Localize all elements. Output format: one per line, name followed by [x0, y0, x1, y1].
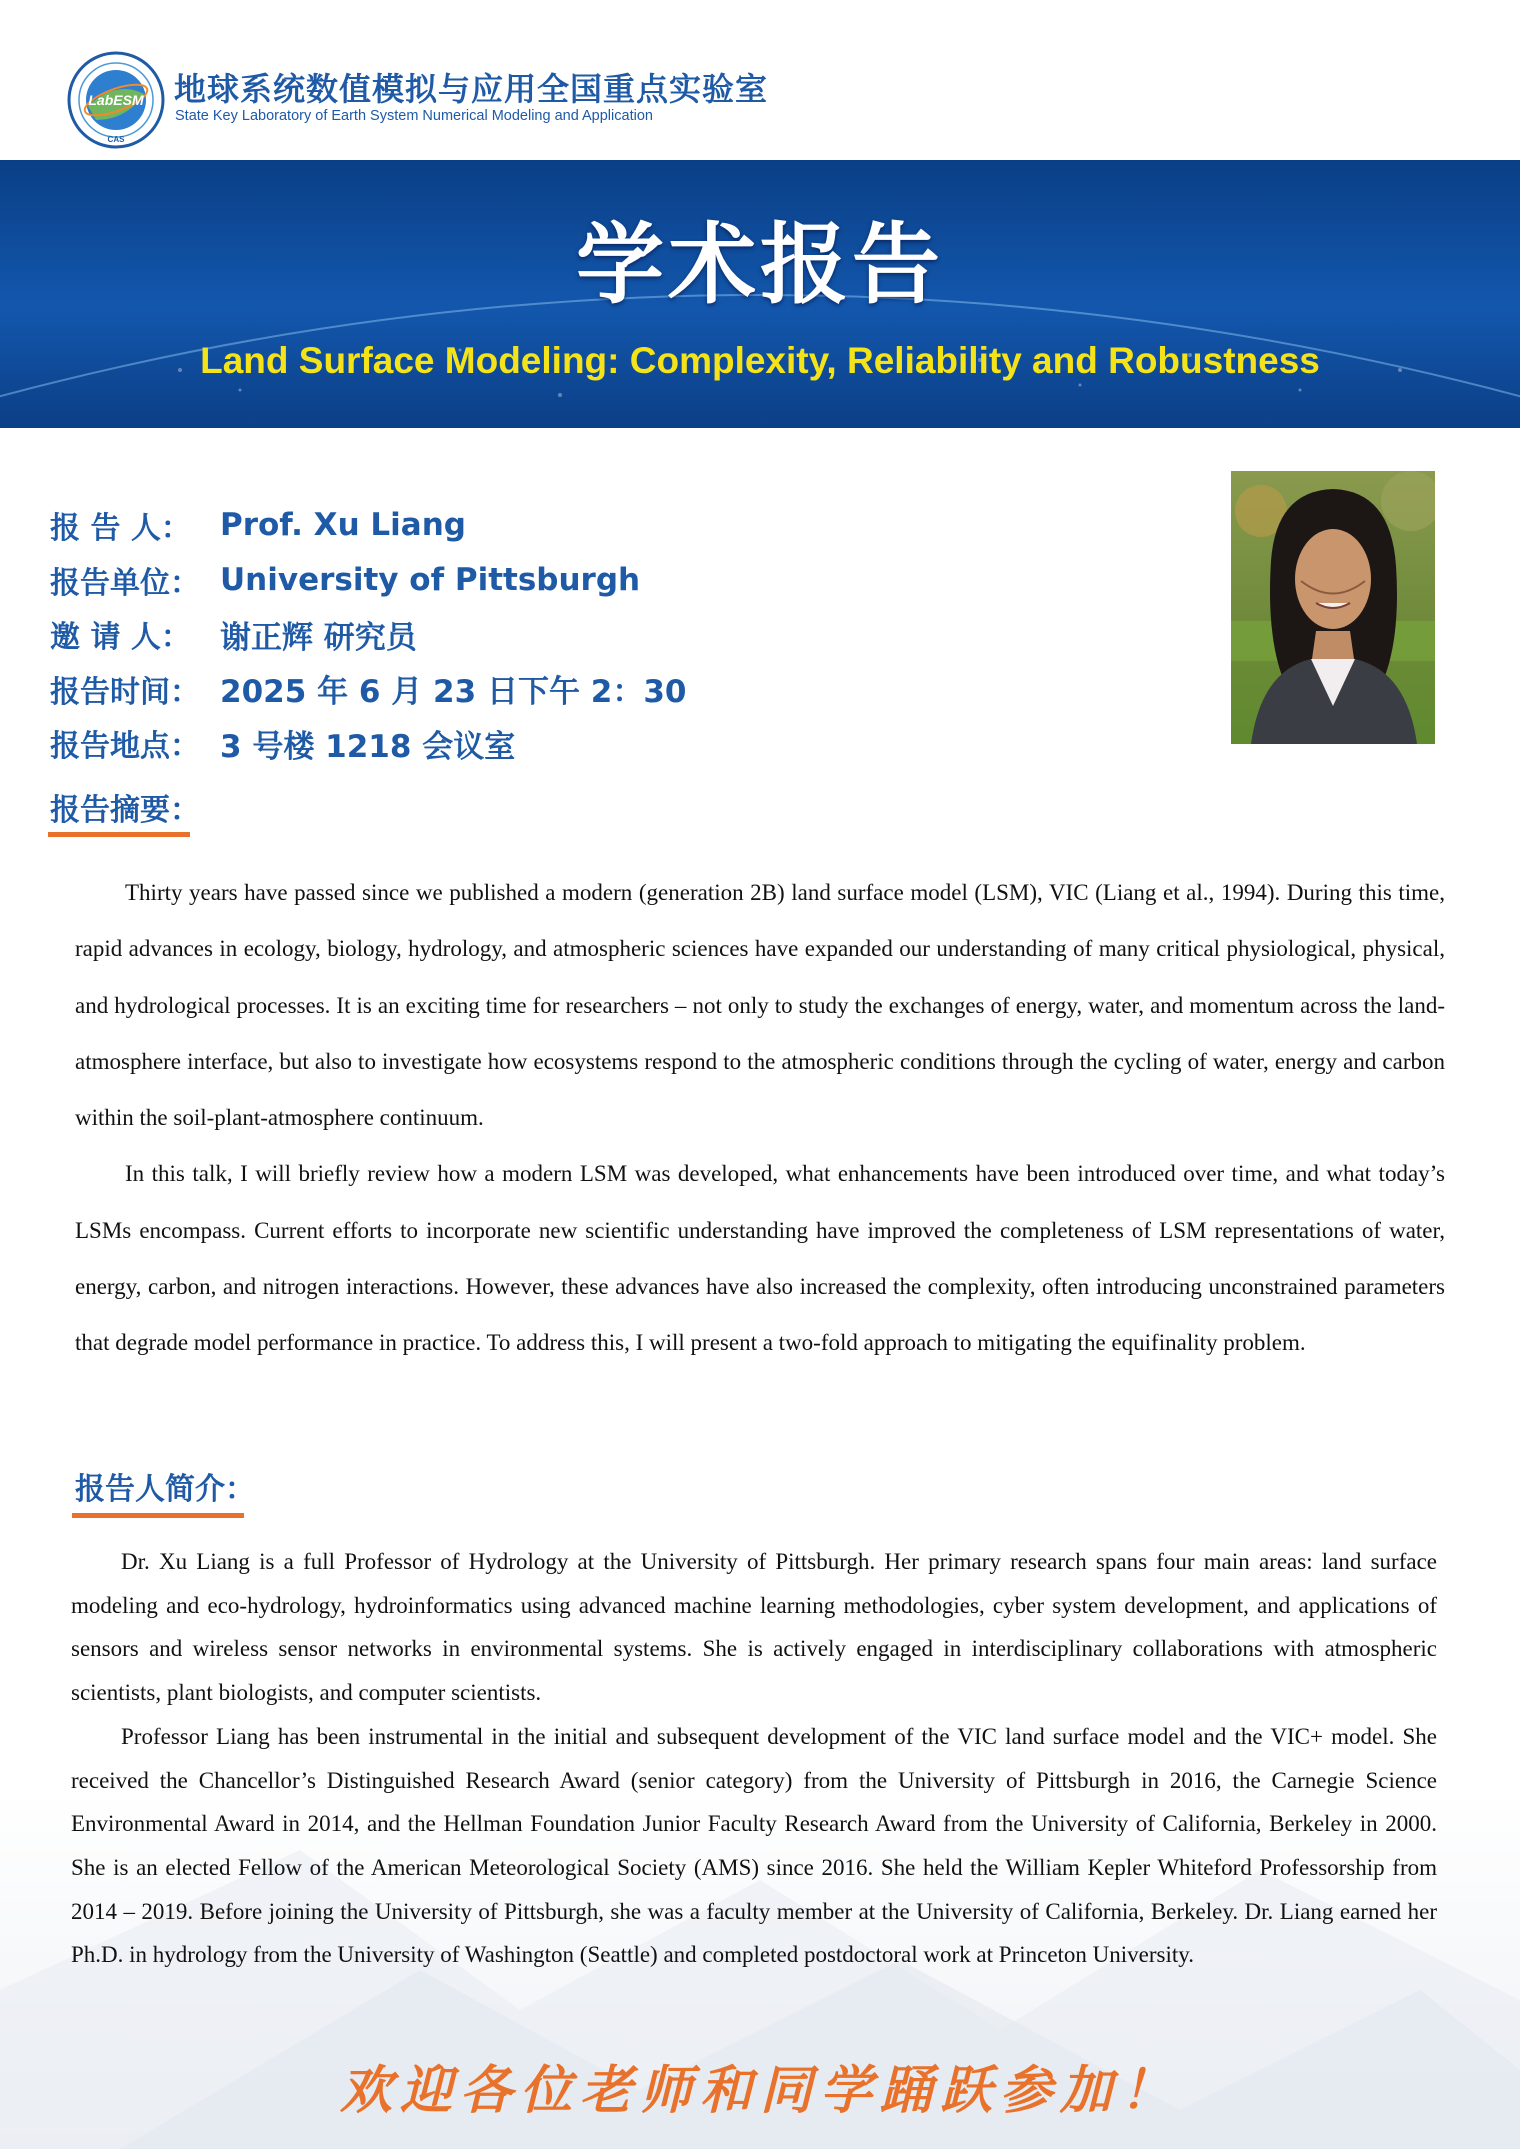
logo-text: LabESM [88, 92, 144, 108]
info-row-speaker [50, 498, 686, 553]
lab-name-cn: 地球系统数值模拟与应用全国重点实验室 [174, 70, 769, 108]
abstract-paragraph: Thirty years have passed since we published a modern (generation 2B) land surface model (LSM), VIC (Liang et al., 1994). During this time, rapid advances in ecology, biology, hydrology, and atmospheric sciences have expanded our understanding of many critical physiological, physical, and hydrological processes. It is an exciting time for researchers – not only to study the exchanges of energy, water, and momentum across the land-atmosphere interface, but also to investigate how ecosystems respond to the atmospheric conditions through the cycling of water, energy and carbon within the soil-plant-atmosphere continuum. [75, 880, 1445, 1131]
abstract-heading-underline [48, 832, 190, 837]
lab-logo-icon [66, 50, 166, 150]
abstract-heading: 报告摘要： [50, 793, 200, 828]
info-row-time [50, 662, 686, 717]
info-value: 3 号楼 1218 会议室 [220, 728, 516, 765]
banner-subtitle: Land Surface Modeling: Complexity, Reliability and Robustness [200, 340, 1320, 381]
bio-heading-underline [72, 1513, 244, 1518]
info-row-host [50, 607, 686, 662]
lab-name-en: State Key Laboratory of Earth System Numerical Modeling and Application [175, 108, 653, 124]
bio-paragraph: Dr. Xu Liang is a full Professor of Hydrology at the University of Pittsburgh. Her primary research spans four main areas: land surface modeling and eco-hydrology, hydroinformatics using advanced machine learning methodologies, cyber system development, and applications of sensors and wireless sensor networks in environmental systems. She is actively engaged in interdisciplinary collaborations with atmospheric scientists, plant biologists, and computer scientists. [71, 1549, 1437, 1706]
footer-slogan: 欢迎各位老师和同学踊跃参加！ [339, 2060, 1180, 2121]
info-label: 报告时间： [50, 674, 200, 710]
info-label: 报 告 人： [50, 511, 191, 547]
info-label: 报告单位： [50, 565, 200, 601]
banner-title: 学术报告 [575, 213, 944, 316]
abstract-paragraph: In this talk, I will briefly review how a modern LSM was developed, what enhancements have been introduced over time, and what today’s LSMs encompass. Current efforts to incorporate new scientific understanding have improved the completeness of LSM representations of water, energy, carbon, and nitrogen interactions. However, these advances have also increased the complexity, often introducing unconstrained parameters that degrade model performance in practice. To address this, I will present a two-fold approach to mitigating the equifinality problem. [75, 1161, 1445, 1356]
logo-header [0, 0, 1520, 160]
logo-sub-text: CAS [107, 135, 125, 144]
speaker-photo [1231, 471, 1435, 744]
info-label: 报告地点： [50, 729, 200, 765]
info-value: University of Pittsburgh [220, 561, 641, 598]
bio-heading: 报告人简介： [75, 1472, 255, 1507]
info-row-affiliation [50, 553, 686, 608]
abstract-text [75, 865, 1445, 1372]
info-value: 谢正辉 研究员 [220, 619, 417, 656]
info-value: Prof. Xu Liang [220, 507, 466, 544]
info-label: 邀 请 人： [50, 620, 191, 656]
info-row-location [50, 716, 686, 771]
bio-text [71, 1540, 1437, 1977]
talk-info [50, 498, 686, 771]
bio-paragraph: Professor Liang has been instrumental in the initial and subsequent development of the VIC land surface model and the VIC+ model. She received the Chancellor’s Distinguished Research Award (senior category) from the University of Pittsburgh in 2016, the Carnegie Science Environmental Award in 2014, and the Hellman Foundation Junior Faculty Research Award from the University of California, Berkeley in 2000. She is an elected Fellow of the American Meteorological Society (AMS) since 2016. She held the William Kepler Whiteford Professorship from 2014 – 2019. Before joining the University of Pittsburgh, she was a faculty member at the University of California, Berkeley. Dr. Liang earned her Ph.D. in hydrology from the University of Washington (Seattle) and completed postdoctoral work at Princeton University. [71, 1723, 1437, 1968]
info-value: 2025 年 6 月 23 日下午 2：30 [220, 674, 687, 711]
